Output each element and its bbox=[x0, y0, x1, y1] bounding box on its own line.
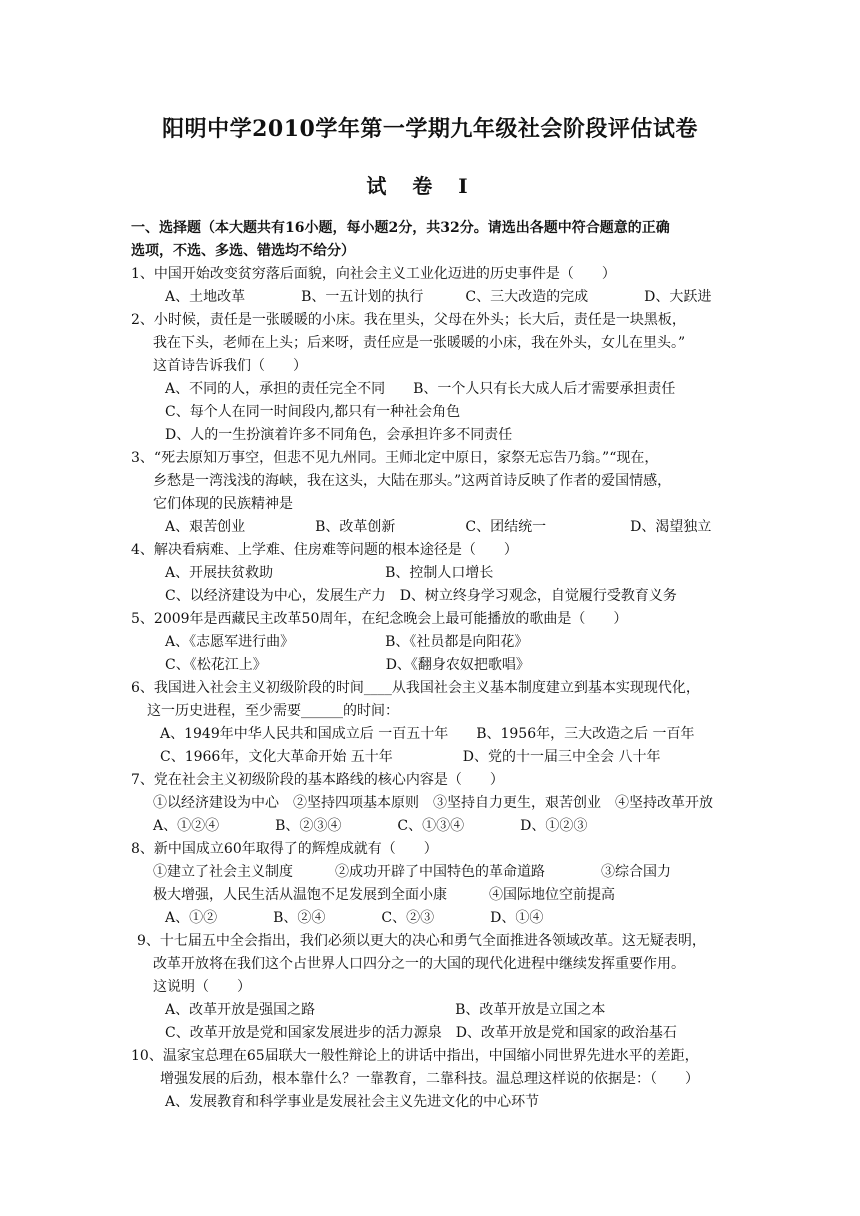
question-line: 3、“死去原知万事空，但悲不见九州同。王师北定中原日，家祭无忘告乃翁。”“现在， bbox=[131, 450, 659, 466]
section-heading: 选项，不选、多选、错选均不给分） bbox=[131, 243, 355, 259]
option-line: C、改革开放是党和国家发展进步的活力源泉 D、改革开放是党和国家的政治基石 bbox=[165, 1025, 677, 1041]
question-line: 5、2009年是西藏民主改革50周年，在纪念晚会上最可能播放的歌曲是（ ） bbox=[131, 611, 628, 627]
paper-subtitle: 试卷I bbox=[366, 174, 494, 198]
question-line: 4、解决看病难、上学难、住房难等问题的根本途径是（ ） bbox=[131, 542, 518, 558]
question-line: 7、党在社会主义初级阶段的基本路线的核心内容是（ ） bbox=[131, 772, 504, 788]
option-line: D、人的一生扮演着许多不同角色，会承担许多不同责任 bbox=[165, 427, 513, 443]
question-line: 它们体现的民族精神是 bbox=[153, 496, 293, 512]
statement-line: ①以经济建设为中心 ②坚持四项基本原则 ③坚持自力更生，艰苦创业 ④坚持改革开放 bbox=[153, 795, 713, 811]
question-line: 乡愁是一湾浅浅的海峡，我在这头，大陆在那头。”这两首诗反映了作者的爱国情感， bbox=[153, 473, 672, 489]
statement-line: ①建立了社会主义制度 ②成功开辟了中国特色的革命道路 ③综合国力 bbox=[153, 864, 671, 880]
question-line: 我在下头，老师在上头；后来呀，责任应是一张暖暖的小床，我在外头，女儿在里头。” bbox=[153, 335, 686, 351]
question-line: 这说明（ ） bbox=[153, 979, 251, 995]
question-line: 改革开放将在我们这个占世界人口四分之一的大国的现代化进程中继续发挥重要作用。 bbox=[153, 956, 685, 972]
option-line: A、1949年中华人民共和国成立后 一百五十年 B、1956年，三大改造之后 一百年 bbox=[160, 726, 695, 742]
option-line: C、每个人在同一时间段内,都只有一种社会角色 bbox=[165, 404, 461, 420]
option-line: A、改革开放是强国之路 B、改革开放是立国之本 bbox=[165, 1002, 606, 1018]
statement-line: 极大增强，人民生活从温饱不足发展到全面小康 ④国际地位空前提高 bbox=[153, 887, 615, 903]
option-line: C、1966年，文化大革命开始 五十年 D、党的十一届三中全会 八十年 bbox=[160, 749, 661, 765]
question-line: 8、新中国成立60年取得了的辉煌成就有（ ） bbox=[131, 841, 438, 857]
question-line: 10、温家宝总理在65届联大一般性辩论上的讲话中指出，中国缩小同世界先进水平的差距， bbox=[131, 1048, 699, 1064]
question-line: 这首诗告诉我们（ ） bbox=[153, 358, 307, 374]
question-line: 这一历史进程，至少需要______的时间： bbox=[147, 703, 399, 719]
question-line: 1、中国开始改变贫穷落后面貌，向社会主义工业化迈进的历史事件是（ ） bbox=[131, 266, 616, 282]
page-title: 阳明中学2010学年第一学期九年级社会阶段评估试卷 bbox=[162, 116, 698, 142]
option-line: A、不同的人，承担的责任完全不同 B、一个人只有长大成人后才需要承担责任 bbox=[165, 381, 676, 397]
question-line: 9、十七届五中全会指出，我们必须以更大的决心和勇气全面推进各领域改革。这无疑表明， bbox=[137, 933, 706, 949]
option-line: A、土地改革 B、一五计划的执行 C、三大改造的完成 D、大跃进 bbox=[165, 289, 712, 305]
option-line: A、《志愿军进行曲》 B、《社员都是向阳花》 bbox=[165, 634, 529, 650]
option-line: C、以经济建设为中心，发展生产力 D、树立终身学习观念，自觉履行受教育义务 bbox=[165, 588, 677, 604]
option-line: A、开展扶贫救助 B、控制人口增长 bbox=[165, 565, 494, 581]
question-line: 6、我国进入社会主义初级阶段的时间____从我国社会主义基本制度建立到基本实现现代化， bbox=[131, 680, 700, 696]
section-heading: 一、选择题（本大题共有16小题，每小题2分，共32分。请选出各题中符合题意的正确 bbox=[131, 220, 670, 236]
option-line: A、①② B、②④ C、②③ D、①④ bbox=[165, 910, 544, 926]
question-line: 2、小时候，责任是一张暖暖的小床。我在里头，父母在外头；长大后，责任是一块黑板， bbox=[131, 312, 686, 328]
option-line: A、①②④ B、②③④ C、①③④ D、①②③ bbox=[153, 818, 588, 834]
option-line: C、《松花江上》 D、《翻身农奴把歌唱》 bbox=[165, 657, 530, 673]
option-line: A、发展教育和科学事业是发展社会主义先进文化的中心环节 bbox=[165, 1094, 540, 1110]
option-line: A、艰苦创业 B、改革创新 C、团结统一 D、渴望独立 bbox=[165, 519, 712, 535]
question-line: 增强发展的后劲，根本靠什么？一靠教育，二靠科技。温总理这样说的依据是：（ ） bbox=[160, 1071, 699, 1087]
